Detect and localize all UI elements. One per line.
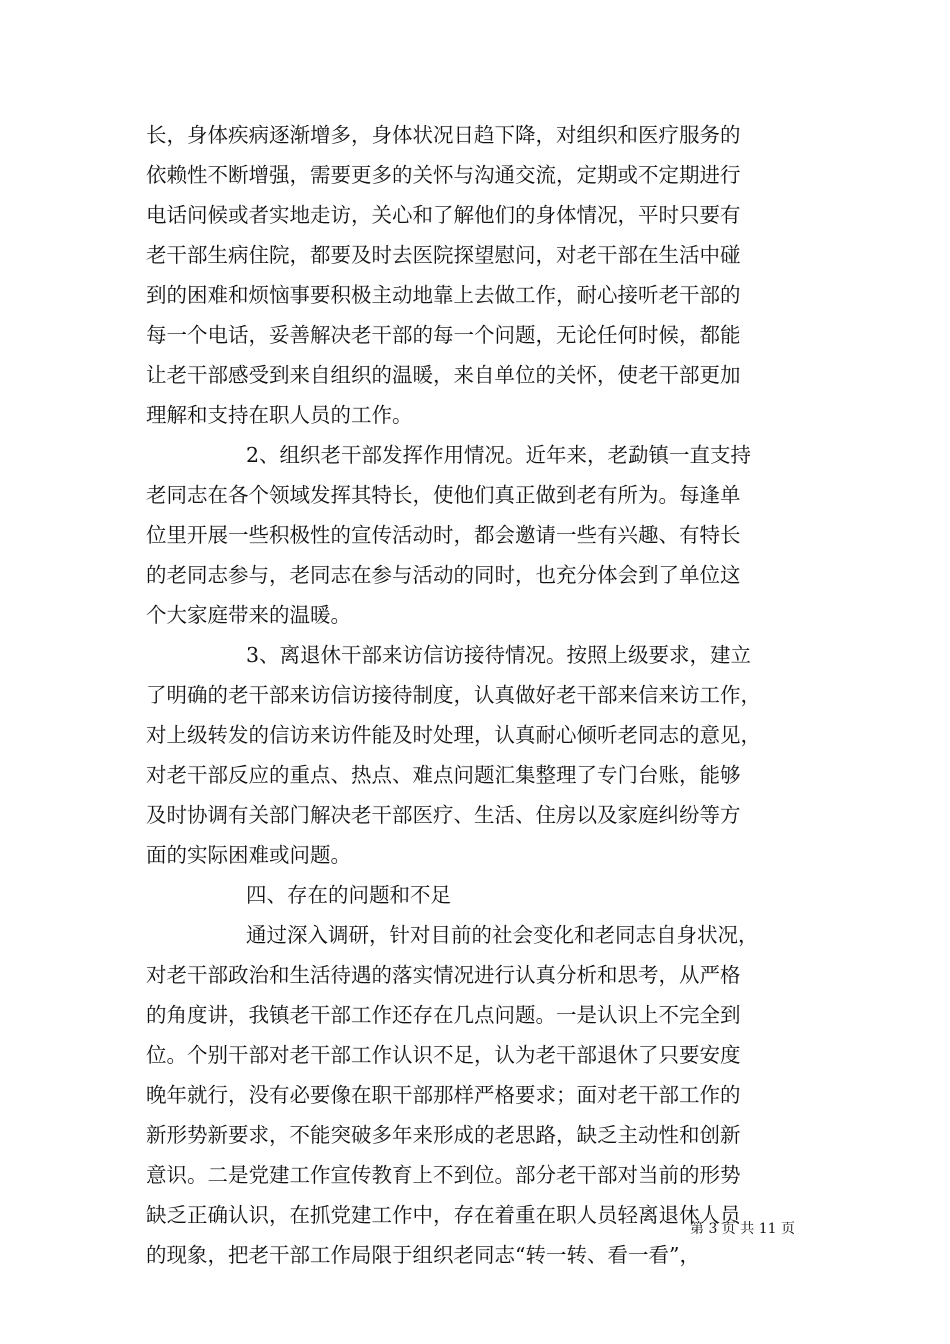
body-line: 的角度讲，我镇老干部工作还存在几点问题。一是认识上不完全到 — [146, 1003, 741, 1027]
body-line: 位。个别干部对老干部工作认识不足，认为老干部退休了只要安度 — [146, 1043, 741, 1067]
body-line: 对老干部反应的重点、热点、难点问题汇集整理了专门台账，能够 — [146, 763, 741, 787]
body-line: 意识。二是党建工作宣传教育上不到位。部分老干部对当前的形势 — [146, 1163, 741, 1187]
section-heading: 四、存在的问题和不足 — [246, 883, 451, 907]
page-number: 第 3 页 共 11 页 — [690, 1221, 795, 1237]
body-line: 个大家庭带来的温暖。 — [146, 603, 351, 627]
body-line: 了明确的老干部来访信访接待制度，认真做好老干部来信来访工作， — [146, 683, 761, 707]
body-line: 依赖性不断增强，需要更多的关怀与沟通交流，定期或不定期进行 — [146, 163, 741, 187]
body-line: 对老干部政治和生活待遇的落实情况进行认真分析和思考，从严格 — [146, 963, 741, 987]
body-line: 缺乏正确认识，在抓党建工作中，存在着重在职人员轻离退休人员 — [146, 1203, 741, 1227]
body-line: 让老干部感受到来自组织的温暖，来自单位的关怀，使老干部更加 — [146, 363, 741, 387]
body-line: 对上级转发的信访来访件能及时处理，认真耐心倾听老同志的意见， — [146, 723, 761, 747]
body-line: 通过深入调研，针对目前的社会变化和老同志自身状况， — [246, 923, 759, 947]
body-line: 3、离退休干部来访信访接待情况。按照上级要求，建立 — [246, 643, 752, 667]
body-line: 到的困难和烦恼事要积极主动地靠上去做工作，耐心接听老干部的 — [146, 283, 741, 307]
body-line: 及时协调有关部门解决老干部医疗、生活、住房以及家庭纠纷等方 — [146, 803, 741, 827]
body-line: 新形势新要求，不能突破多年来形成的老思路，缺乏主动性和创新 — [146, 1123, 741, 1147]
body-line: 的老同志参与，老同志在参与活动的同时，也充分体会到了单位这 — [146, 563, 741, 587]
body-line: 2、组织老干部发挥作用情况。近年来，老勐镇一直支持 — [246, 443, 752, 467]
body-line: 老同志在各个领域发挥其特长，使他们真正做到老有所为。每逢单 — [146, 483, 741, 507]
body-line: 的现象，把老干部工作局限于组织老同志“转一转、看一看”， — [146, 1243, 700, 1267]
body-line: 晚年就行，没有必要像在职干部那样严格要求；面对老干部工作的 — [146, 1083, 741, 1107]
body-line: 电话问候或者实地走访，关心和了解他们的身体情况，平时只要有 — [146, 203, 741, 227]
body-line: 长，身体疾病逐渐增多，身体状况日趋下降，对组织和医疗服务的 — [146, 123, 741, 147]
body-line: 老干部生病住院，都要及时去医院探望慰问，对老干部在生活中碰 — [146, 243, 741, 267]
body-line: 每一个电话，妥善解决老干部的每一个问题，无论任何时候，都能 — [146, 323, 741, 347]
body-line: 理解和支持在职人员的工作。 — [146, 403, 413, 427]
body-line: 面的实际困难或问题。 — [146, 843, 351, 867]
body-line: 位里开展一些积极性的宣传活动时，都会邀请一些有兴趣、有特长 — [146, 523, 741, 547]
